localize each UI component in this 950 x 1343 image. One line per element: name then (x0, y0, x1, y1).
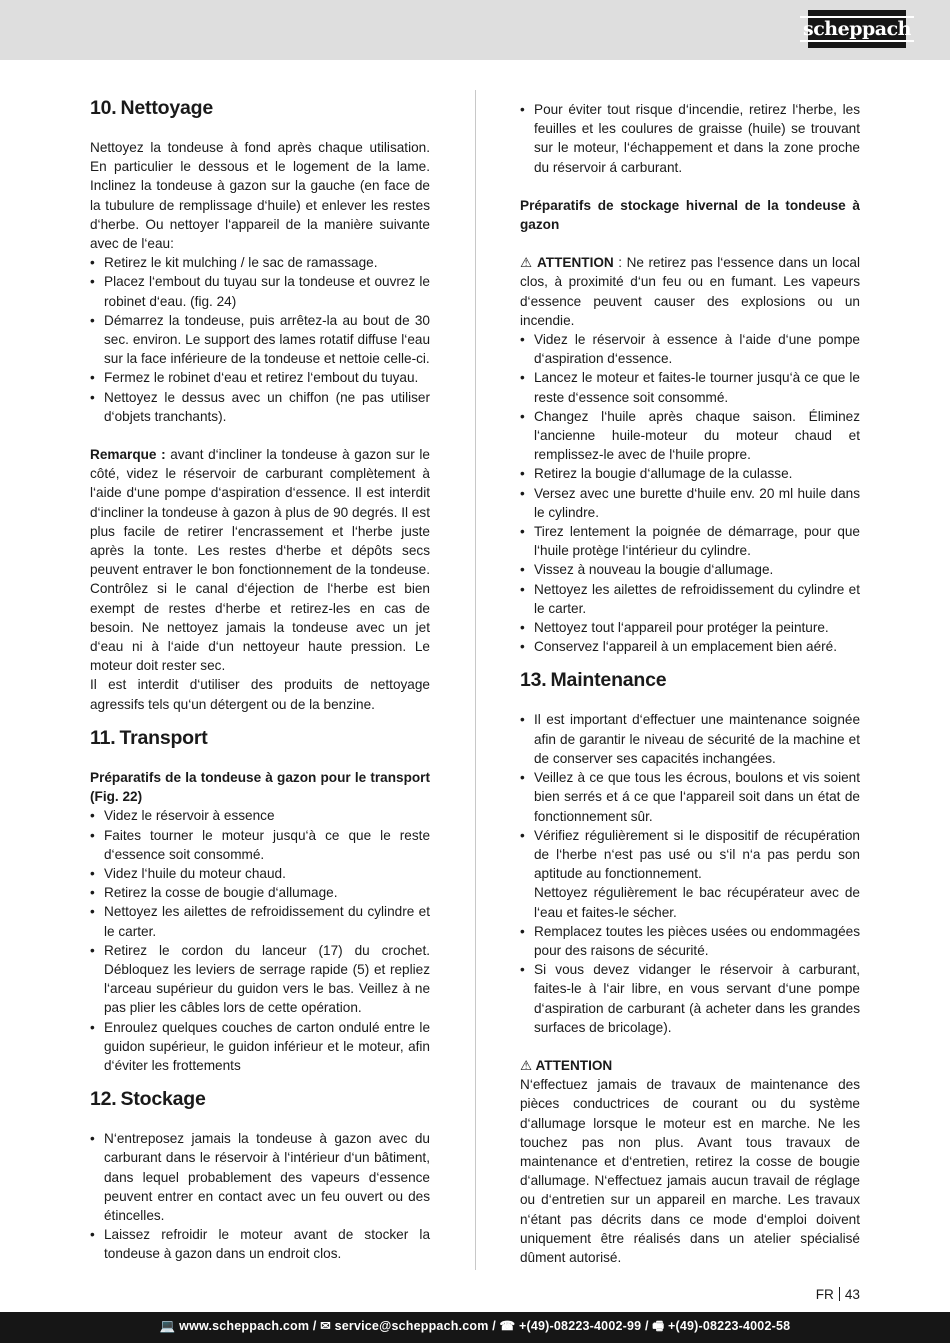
maintenance-attention-heading: ⚠ ATTENTION (520, 1057, 613, 1073)
stockage-list (90, 1129, 430, 1263)
nettoyage-intro: Nettoyez la tondeuse à fond après chaque utilisation. En particulier le dessous et le logement de la lame. Inclinez la tondeuse à gazon sur la gauche (en face de la tubulure de remplissage d‘huile) et enlever les restes d‘herbe. Ou nettoyer l‘appareil de la manière suivante avec de l‘eau: (90, 140, 430, 252)
hivernal-subtitle: Préparatifs de stockage hivernal de la tondeuse à gazon (520, 197, 860, 233)
footer-contact-bar (0, 1312, 950, 1343)
list-item: • Nettoyez le dessus avec un chiffon (ne pas utiliser d‘objets tranchants). (90, 388, 430, 426)
maintenance-attention-text: N‘effectuez jamais de travaux de maintenance des pièces conductrices de courant ou du système d‘allumage lorsque le moteur est en marche. Ne les touchez pas non plus. Avant tous travaux de maintenance et d‘entretien, retirez la cosse de bougie d‘allumage. N‘effectuez jamais aucun travail de réglage ou d‘entretien sur un appareil en marche. Les travaux n‘étant pas décrits dans ce mode d‘emploi doivent uniquement être réalisés dans un atelier spécialisé dûment autorisé. (520, 1077, 860, 1265)
warning-icon: ⚠ (520, 1057, 533, 1073)
left-column (90, 96, 430, 1264)
warning-icon: ⚠ (520, 255, 533, 271)
attention-label: ATTENTION (536, 255, 614, 271)
list-item: • Pour éviter tout risque d‘incendie, retirez l‘herbe, les feuilles et les coulures de graisse (huile) se trouvant sur le moteur, l‘échappement et dans la zone proche du réservoir á carburant. (520, 100, 860, 177)
list-item: • Vissez à nouveau la bougie d‘allumage. (520, 560, 860, 579)
nettoyage-list (90, 253, 430, 426)
list-item: • Videz le réservoir à essence (90, 806, 430, 825)
brand-name: scheppach (800, 16, 914, 42)
list-item: • Lancez le moteur et faites-le tourner jusqu‘à ce que le reste d‘essence soit consommé. (520, 368, 860, 406)
transport-list (90, 806, 430, 1075)
page-number: FR 43 (815, 1287, 860, 1302)
list-item: • Videz le réservoir à essence à l‘aide d‘une pompe d‘aspiration d‘essence. (520, 330, 860, 368)
section-heading-maintenance: 13. Maintenance (520, 669, 667, 692)
section-heading-stockage: 12. Stockage (90, 1088, 206, 1111)
list-item: • Remplacez toutes les pièces usées ou endommagées pour des raisons de sécurité. (520, 922, 860, 960)
list-item: • Tirez lentement la poignée de démarrage, pour que l‘huile protège l‘intérieur du cylindre. (520, 522, 860, 560)
list-item: • Retirez la bougie d‘allumage de la culasse. (520, 464, 860, 483)
list-item: • Changez l‘huile après chaque saison. Éliminez l‘ancienne huile-moteur du moteur chaud et remplissez-le avec de l‘huile propre. (520, 407, 860, 465)
right-column (520, 100, 860, 1267)
scheppach-logo (803, 10, 911, 48)
list-item: • Vérifiez régulièrement si le dispositif de récupération de l‘herbe n‘est pas usé ou s‘il n‘a pas perdu son aptitude au fonctionnement. Nettoyez régulièrement le bac récupérateur avec de l‘eau et faites-le sécher. (520, 826, 860, 922)
list-item: • Nettoyez les ailettes de refroidissement du cylindre et le carter. (90, 902, 430, 940)
list-item-extra: Nettoyez régulièrement le bac récupérateur avec de l‘eau et faites-le sécher. (534, 885, 860, 920)
header-bar (0, 0, 950, 60)
list-item: • Versez avec une burette d‘huile env. 20 ml huile dans le cylindre. (520, 484, 860, 522)
section-heading-nettoyage: 10. Nettoyage (90, 97, 213, 119)
remark-end: Il est interdit d‘utiliser des produits de nettoyage agressifs tels qu‘un détergent ou de la benzine. (90, 677, 430, 712)
list-item: • Nettoyez tout l‘appareil pour protéger la peinture. (520, 618, 860, 637)
section-heading-transport: 11. Transport (90, 726, 208, 749)
attention-paragraph: ⚠ ATTENTION : Ne retirez pas l‘essence dans un local clos, à proximité d‘un feu ou en fumant. Les vapeurs d‘essence peuvent causer des explosions ou un incendie. (520, 255, 861, 328)
footer-contact: 💻 www.scheppach.com / ✉ service@scheppach.com / ☎ +(49)-08223-4002-99 / 🖷 +(49)-08223-4002-58 (159, 1319, 791, 1333)
list-item: • Placez l‘embout du tuyau sur la tondeuse et ouvrez le robinet d‘eau. (fig. 24) (90, 272, 430, 310)
stockage-list-continued (520, 100, 860, 177)
transport-subtitle: Préparatifs de la tondeuse à gazon pour le transport (Fig. 22) (90, 769, 430, 805)
list-item: • Laissez refroidir le moteur avant de stocker la tondeuse à gazon dans un endroit clos. (90, 1225, 430, 1263)
maintenance-list (520, 710, 860, 1036)
list-item: • Videz l‘huile du moteur chaud. (90, 864, 430, 883)
list-item: • Retirez le kit mulching / le sac de ramassage. (90, 253, 430, 272)
column-divider (475, 90, 476, 1270)
remark-paragraph: Remarque : avant d‘incliner la tondeuse à gazon sur le côté, videz le réservoir de carburant complètement à l‘aide d‘une pompe d‘aspiration d‘essence. Il est interdit d‘incliner la tondeuse à gazon à plus de 90 degrés. Il est plus facile de retirer l‘encrassement et l‘herbe juste après la tonte. Les restes d‘herbe et dépôts secs peuvent entraver le bon fonctionnement de la tondeuse. Contrôlez si le canal d‘éjection de l‘herbe est bien exempt de restes d‘herbe et retirez-les en cas de besoin. Ne nettoyez jamais la tondeuse avec un jet d‘eau ni à l‘aide d‘un nettoyeur haute pression. Le moteur doit rester sec. (90, 447, 430, 674)
list-item: • Enroulez quelques couches de carton ondulé entre le guidon supérieur, le guidon inférieur et le moteur, afin d‘éviter les frottements (90, 1018, 430, 1076)
remark-label: Remarque : (90, 447, 166, 463)
hivernal-list (520, 330, 860, 656)
list-item: • Retirez la cosse de bougie d‘allumage. (90, 883, 430, 902)
list-item: • Si vous devez vidanger le réservoir à carburant, faites-le à l‘air libre, en vous servant d‘une pompe d‘aspiration de carburant (à acheter dans les grandes surfaces de bricolage). (520, 960, 860, 1037)
list-item: • N‘entreposez jamais la tondeuse à gazon avec du carburant dans le réservoir à l‘intérieur d‘un bâtiment, dans lequel probablement des vapeurs d‘essence peuvent entrer en contact avec un feu ouvert ou des étincelles. (90, 1129, 430, 1225)
list-item: • Démarrez la tondeuse, puis arrêtez-la au bout de 30 sec. environ. Le support des lames rotatif diffuse l‘eau sur la face inférieure de la tondeuse et nettoie celle-ci. (90, 311, 430, 369)
list-item: • Nettoyez les ailettes de refroidissement du cylindre et le carter. (520, 580, 860, 618)
list-item: • Faites tourner le moteur jusqu‘à ce que le reste d‘essence soit consommé. (90, 826, 430, 864)
list-item: • Il est important d‘effectuer une maintenance soignée afin de garantir le niveau de sécurité de la machine et de conserver ses capacités inchangées. (520, 710, 860, 768)
list-item: • Retirez le cordon du lanceur (17) du crochet. Débloquez les leviers de serrage rapide (5) et repliez l‘arceau supérieur du guidon vers le bas. Veillez à ne pas plier les câbles lors de cette opération. (90, 941, 430, 1018)
list-item: • Conservez l‘appareil à un emplacement bien aéré. (520, 637, 860, 656)
list-item: • Fermez le robinet d‘eau et retirez l‘embout du tuyau. (90, 368, 430, 387)
list-item: • Veillez à ce que tous les écrous, boulons et vis soient bien serrés et á ce que l‘appareil soit dans un état de fonctionnement sûr. (520, 768, 860, 826)
